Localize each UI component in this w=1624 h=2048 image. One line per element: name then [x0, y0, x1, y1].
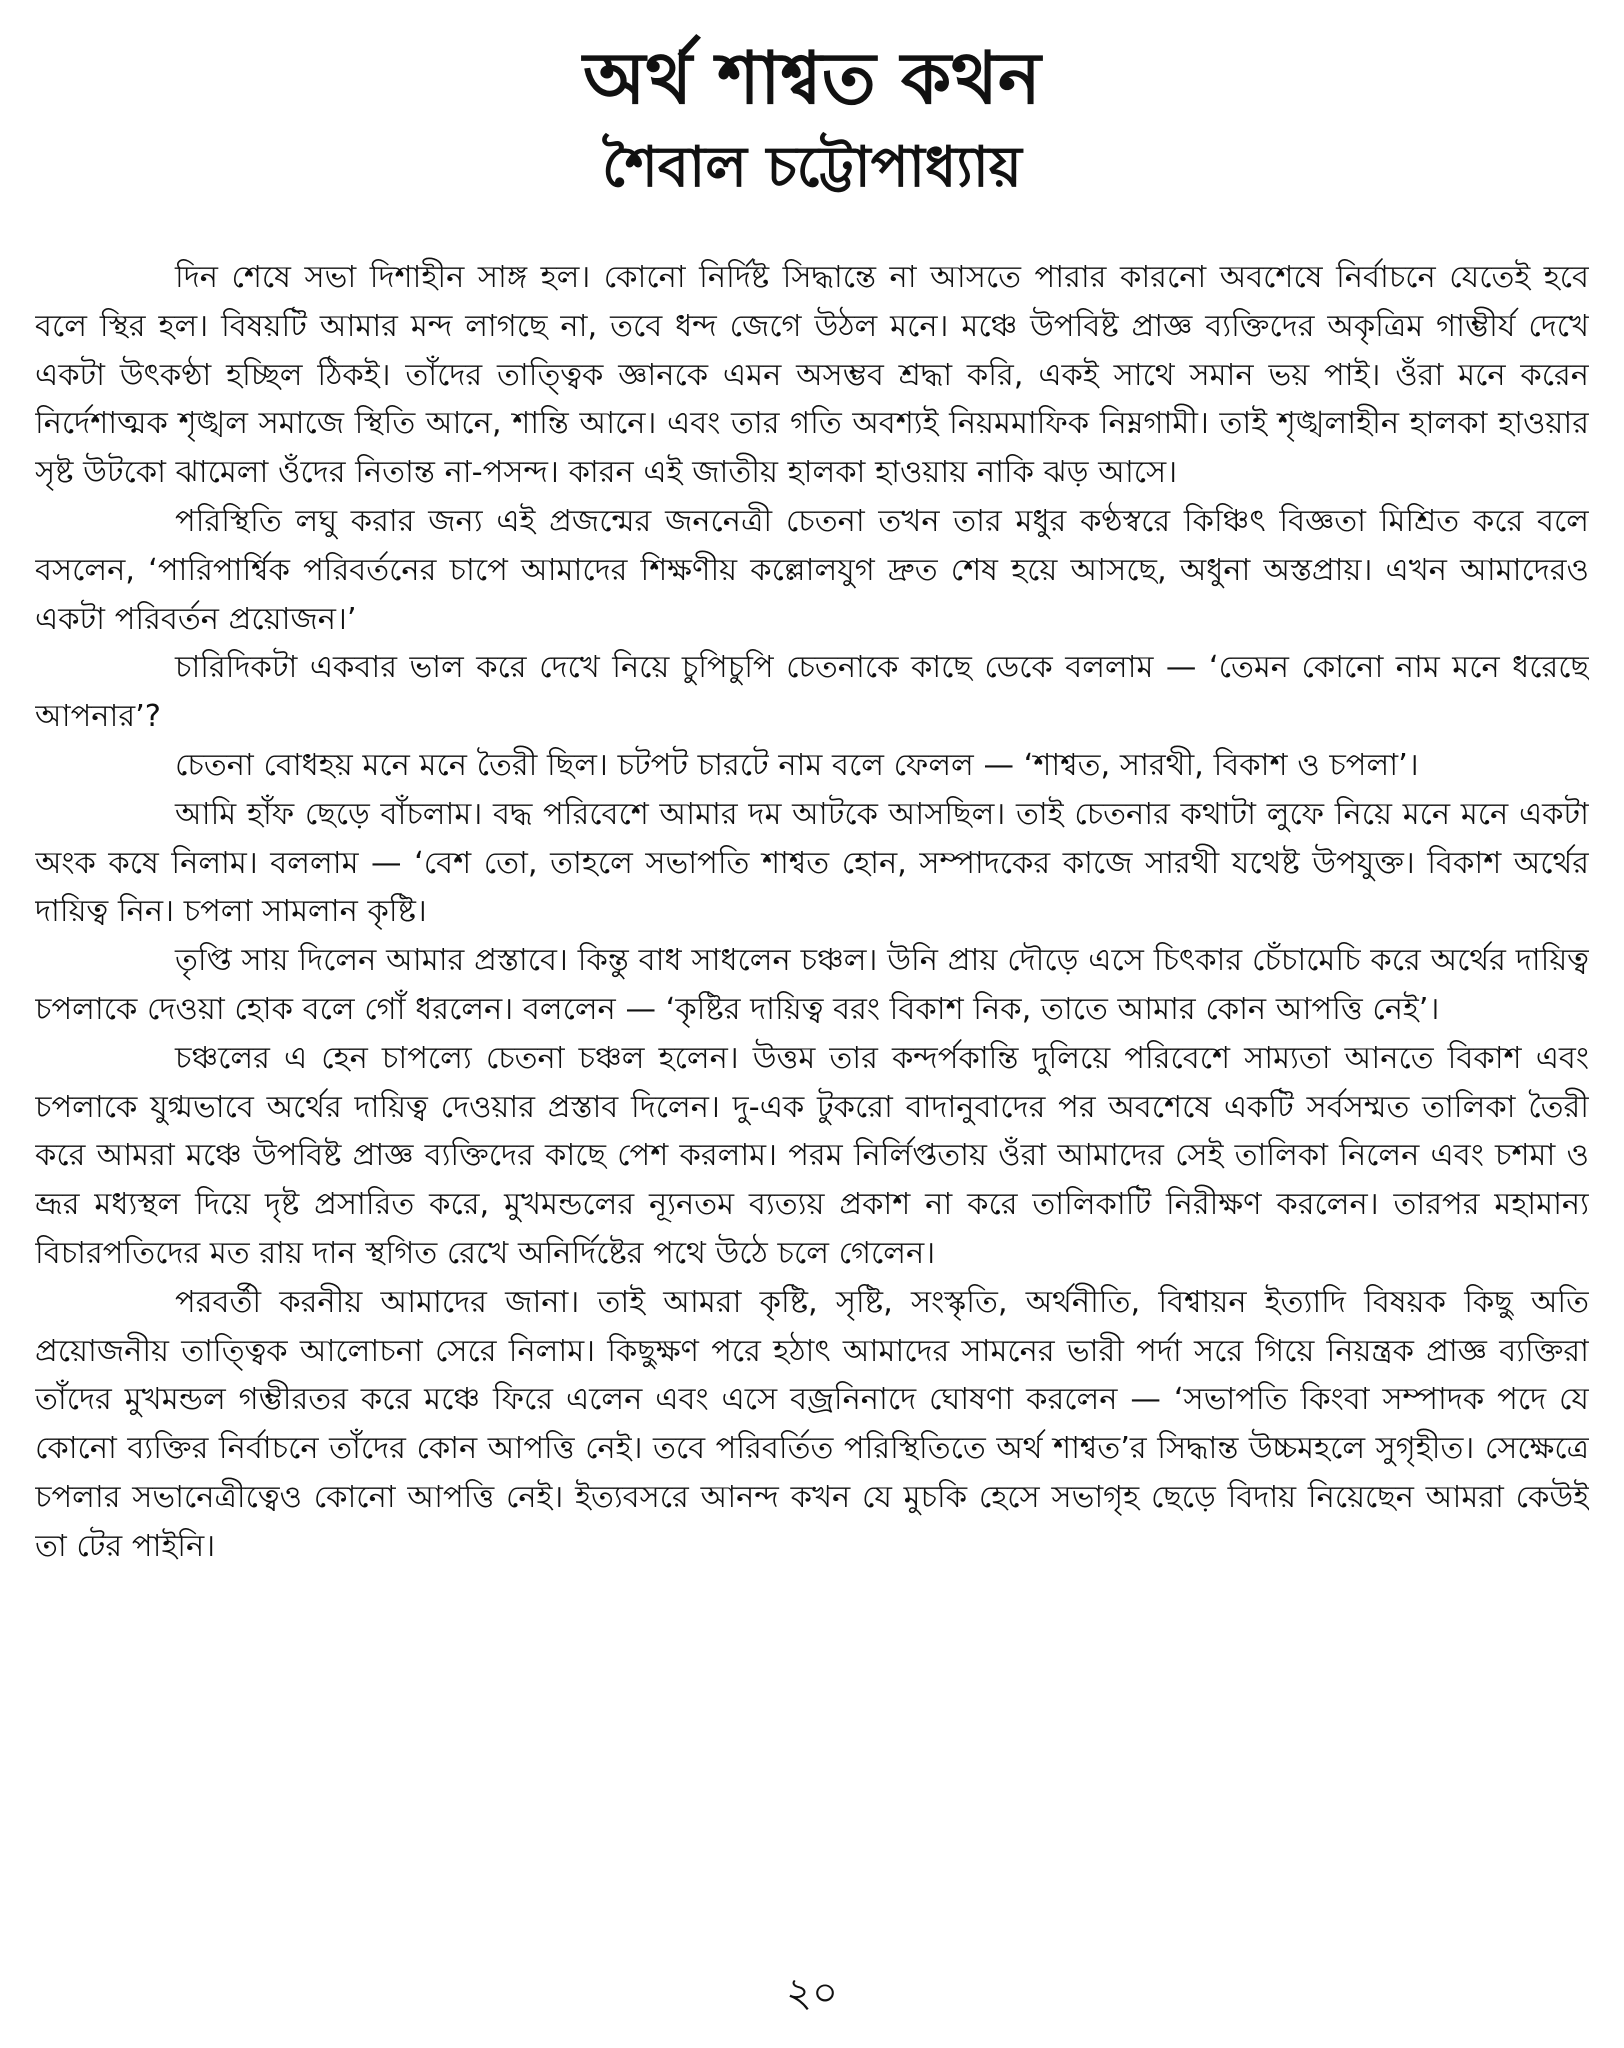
- paragraph-5: আমি হাঁফ ছেড়ে বাঁচলাম। বদ্ধ পরিবেশে আমার দম আটকে আসছিল। তাই চেতনার কথাটা লুফে নিয়ে মনে মনে একটা অংক কষে নিলাম। বললাম — ‘বেশ তো, তাহলে সভাপতি শাশ্বত হোন, সম্পাদকের কাজে সারথী যথেষ্ট উপযুক্ত। বিকাশ অর্থের দায়িত্ব নিন। চপলা সামলান কৃষ্টি।: [35, 796, 1589, 930]
- paragraph-2: পরিস্থিতি লঘু করার জন্য এই প্রজন্মের জননেত্রী চেতনা তখন তার মধুর কণ্ঠস্বরে কিঞ্চিৎ বিজ্ঞতা মিশ্রিত করে বলে বসলেন, ‘পারিপার্শ্বিক পরিবর্তনের চাপে আমাদের শিক্ষণীয় কল্লোলযুগ দ্রুত শেষ হয়ে আসছে, অধুনা অস্তপ্রায়। এখন আমাদেরও একটা পরিবর্তন প্রয়োজন।’: [35, 503, 1589, 637]
- paragraph-1: দিন শেষে সভা দিশাহীন সাঙ্গ হল। কোনো নির্দিষ্ট সিদ্ধান্তে না আসতে পারার কারনো অবশেষে নির্বাচনে যেতেই হবে বলে স্থির হল। বিষয়টি আমার মন্দ লাগছে না, তবে ধন্দ জেগে উঠল মনে। মঞ্চে উপবিষ্ট প্রাজ্ঞ ব্যক্তিদের অকৃত্রিম গাম্ভীর্য দেখে একটা উৎকণ্ঠা হচ্ছিল ঠিকই। তাঁদের তাত্ত্বিক জ্ঞানকে এমন অসম্ভব শ্রদ্ধা করি, একই সাথে সমান ভয় পাই। ওঁরা মনে করেন নির্দেশাত্মক শৃঙ্খল সমাজে স্থিতি আনে, শান্তি আনে। এবং তার গতি অবশ্যই নিয়মমাফিক নিম্নগামী। তাই শৃঙ্খলাহীন হালকা হাওয়ার সৃষ্ট উটকো ঝামেলা ওঁদের নিতান্ত না-পসন্দ। কারন এই জাতীয় হালকা হাওয়ায় নাকি ঝড় আসে।: [35, 260, 1589, 491]
- paragraph-7: চঞ্চলের এ হেন চাপল্যে চেতনা চঞ্চল হলেন। উত্তম তার কন্দর্পকান্তি দুলিয়ে পরিবেশে সাম্যতা আনতে বিকাশ এবং চপলাকে যুগ্মভাবে অর্থের দায়িত্ব দেওয়ার প্রস্তাব দিলেন। দু-এক টুকরো বাদানুবাদের পর অবশেষে একটি সর্বসম্মত তালিকা তৈরী করে আমরা মঞ্চে উপবিষ্ট প্রাজ্ঞ ব্যক্তিদের কাছে পেশ করলাম। পরম নির্লিপ্ততায় ওঁরা আমাদের সেই তালিকা নিলেন এবং চশমা ও ভ্রূর মধ্যস্থল দিয়ে দৃষ্ট প্রসারিত করে, মুখমন্ডলের ন্যূনতম ব্যত্যয় প্রকাশ না করে তালিকাটি নিরীক্ষণ করলেন। তারপর মহামান্য বিচারপতিদের মত রায় দান স্থগিত রেখে অনির্দিষ্টের পথে উঠে চলে গেলেন।: [35, 1040, 1589, 1271]
- author-name: শৈবাল চট্টোপাধ্যায়: [602, 135, 1022, 200]
- article-body: [35, 254, 1589, 1914]
- paragraph-3: চারিদিকটা একবার ভাল করে দেখে নিয়ে চুপিচুপি চেতনাকে কাছে ডেকে বললাম — ‘তেমন কোনো নাম মনে ধরেছে আপনার’?: [35, 650, 1589, 735]
- page-title: অর্থ শাশ্বত কথন: [583, 36, 1041, 120]
- paragraph-6: তৃপ্তি সায় দিলেন আমার প্রস্তাবে। কিন্তু বাধ সাধলেন চঞ্চল। উনি প্রায় দৌড়ে এসে চিৎকার চেঁচামেচি করে অর্থের দায়িত্ব চপলাকে দেওয়া হোক বলে গোঁ ধরলেন। বললেন — ‘কৃষ্টির দায়িত্ব বরং বিকাশ নিক, তাতে আমার কোন আপত্তি নেই’।: [35, 943, 1589, 1027]
- paragraph-8: পরবর্তী করনীয় আমাদের জানা। তাই আমরা কৃষ্টি, সৃষ্টি, সংস্কৃতি, অর্থনীতি, বিশ্বায়ন ইত্যাদি বিষয়ক কিছু অতি প্রয়োজনীয় তাত্ত্বিক আলোচনা সেরে নিলাম। কিছুক্ষণ পরে হঠাৎ আমাদের সামনের ভারী পর্দা সরে গিয়ে নিয়ন্ত্রক প্রাজ্ঞ ব্যক্তিরা তাঁদের মুখমন্ডল গম্ভীরতর করে মঞ্চে ফিরে এলেন এবং এসে বজ্রনিনাদে ঘোষণা করলেন — ‘সভাপতি কিংবা সম্পাদক পদে যে কোনো ব্যক্তির নির্বাচনে তাঁদের কোন আপত্তি নেই। তবে পরিবর্তিত পরিস্থিতিতে অর্থ শাশ্বত’র সিদ্ধান্ত উচ্চমহলে সুগৃহীত। সেক্ষেত্রে চপলার সভানেত্রীত্বেও কোনো আপত্তি নেই। ইত্যবসরে আনন্দ কখন যে মুচকি হেসে সভাগৃহ ছেড়ে বিদায় নিয়েছেন আমরা কেউই তা টের পাইনি।: [35, 1284, 1589, 1564]
- paragraph-4: চেতনা বোধহয় মনে মনে তৈরী ছিল। চটপট চারটে নাম বলে ফেলল — ‘শাশ্বত, সারথী, বিকাশ ও চপলা’।: [175, 747, 1419, 783]
- page-number: ২০: [785, 1970, 838, 2016]
